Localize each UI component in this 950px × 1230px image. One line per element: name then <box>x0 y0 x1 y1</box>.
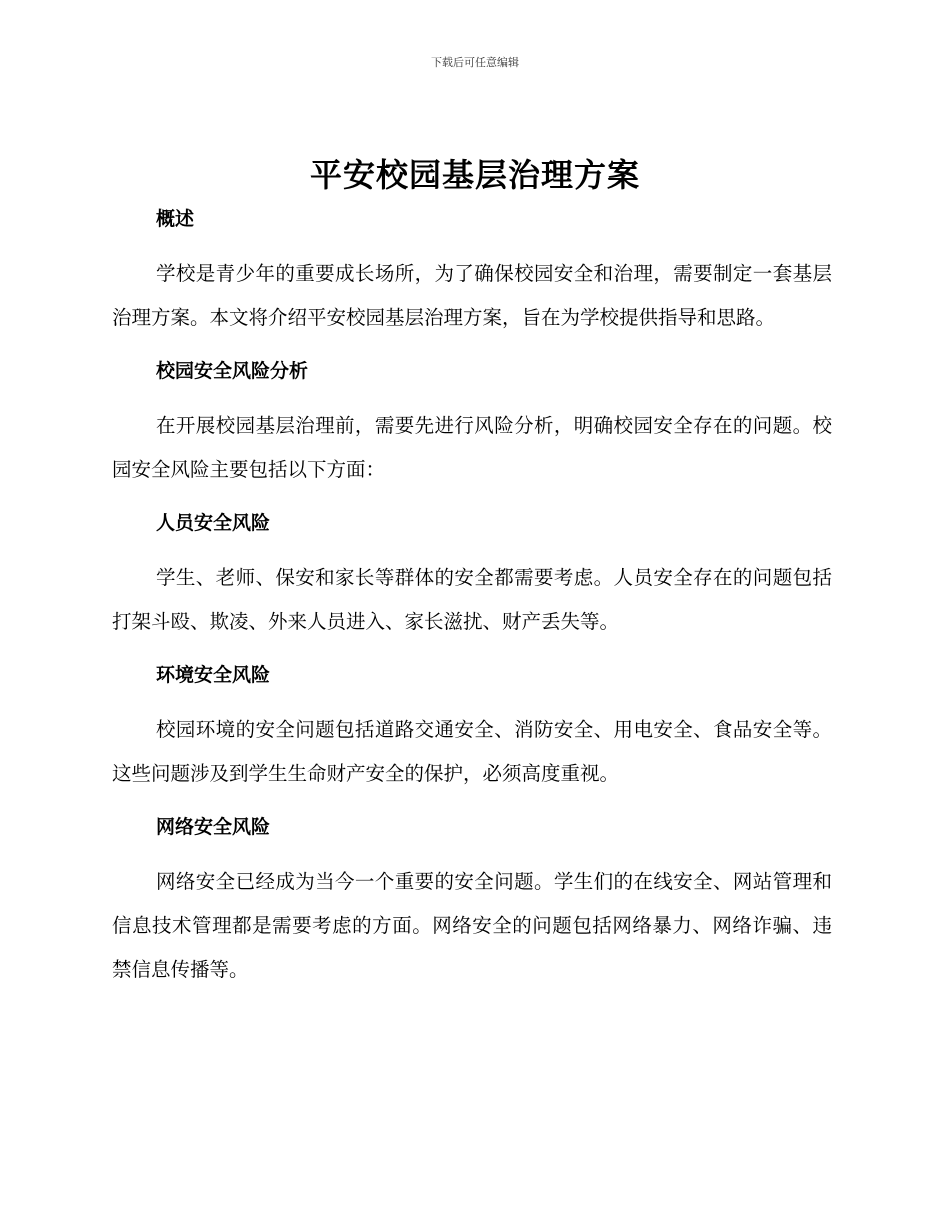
section-heading-overview: 概述 <box>156 208 195 230</box>
section-heading-risk-analysis: 校园安全风险分析 <box>156 360 309 382</box>
section-heading-environment-risk: 环境安全风险 <box>156 664 271 686</box>
document-body <box>112 204 832 992</box>
section-paragraph-network-risk: 网络安全已经成为当今一个重要的安全问题。学生们的在线安全、网站管理和信息技术管理都是需要考虑的方面。网络安全的问题包括网络暴力、网络诈骗、违禁信息传播等。 <box>112 870 832 981</box>
section-paragraph-environment-risk: 校园环境的安全问题包括道路交通安全、消防安全、用电安全、食品安全等。这些问题涉及到学生生命财产安全的保护，必须高度重视。 <box>112 718 832 785</box>
section-paragraph-personnel-risk: 学生、老师、保安和家长等群体的安全都需要考虑。人员安全存在的问题包括打架斗殴、欺凌、外来人员进入、家长滋扰、财产丢失等。 <box>112 566 832 633</box>
document-title: 平安校园基层治理方案 <box>309 156 640 194</box>
section-paragraph-overview: 学校是青少年的重要成长场所，为了确保校园安全和治理，需要制定一套基层治理方案。本文将介绍平安校园基层治理方案，旨在为学校提供指导和思路。 <box>112 262 832 329</box>
section-heading-network-risk: 网络安全风险 <box>156 816 271 838</box>
section-paragraph-risk-analysis: 在开展校园基层治理前，需要先进行风险分析，明确校园安全存在的问题。校园安全风险主要包括以下方面： <box>112 414 832 481</box>
section-heading-personnel-risk: 人员安全风险 <box>156 512 271 534</box>
header-note: 下载后可任意编辑 <box>431 56 519 69</box>
